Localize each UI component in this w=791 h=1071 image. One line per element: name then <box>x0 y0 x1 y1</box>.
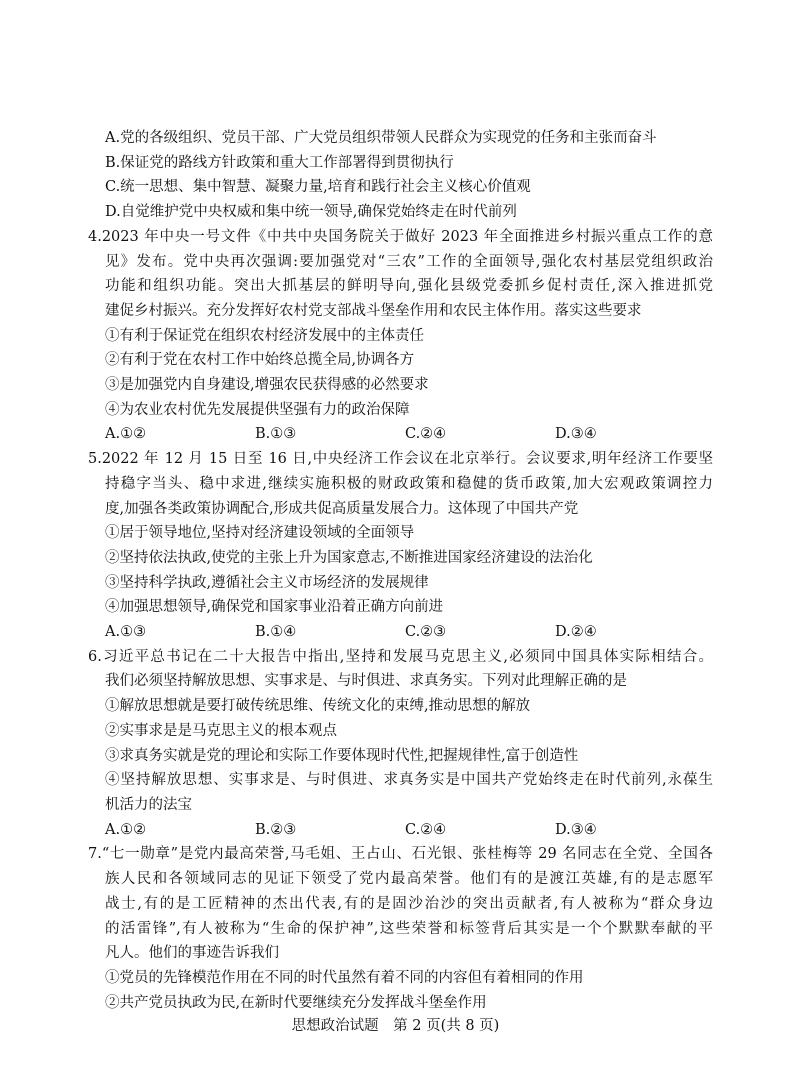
q3-options <box>88 126 713 225</box>
q5-item-3: ③坚持科学执政,遵循社会主义市场经济的发展规律 <box>105 574 429 591</box>
q4-choices <box>88 422 713 447</box>
q4-choice-d: D.③④ <box>555 426 597 443</box>
q6-stem-line: 我们必须坚持解放思想、实事求是、与时俱进、求真务实。下列对此理解正确的是 <box>105 673 627 690</box>
q6-item-2: ②实事求是是马克思主义的根本观点 <box>105 722 337 739</box>
q4-stem-line: 功能和组织功能。突出大抓基层的鲜明导向,强化县级党委抓乡促村责任,深入推进抓党 <box>105 278 713 295</box>
q3-option-d: D.自觉维护党中央权威和集中统一领导,确保党始终走在时代前列 <box>105 204 517 221</box>
q5-item-4: ④加强思想领导,确保党和国家事业沿着正确方向前进 <box>105 599 444 616</box>
q7-stem-line: 族人民和各领域同志的见证下领受了党内最高荣誉。他们有的是渡江英雄,有的是志愿军 <box>105 871 713 888</box>
q6-choice-a: A.①② <box>105 821 147 838</box>
q5-choice-b: B.①④ <box>255 624 297 641</box>
q5-item-1: ①居于领导地位,坚持对经济建设领域的全面领导 <box>105 525 415 542</box>
q4-stem-line: 4.2023 年中央一号文件《中共中央国务院关于做好 2023 年全面推进乡村振兴重点工作的意 <box>88 228 713 245</box>
q6-choice-d: D.③④ <box>555 821 597 838</box>
page-content <box>88 126 713 1015</box>
question-4 <box>88 225 713 447</box>
question-7 <box>88 842 713 1015</box>
q7-stem-line: 7.“七一勋章”是党内最高荣誉,马毛姐、王占山、石光银、张桂梅等 29 名同志在全党、全国各 <box>88 846 713 863</box>
question-6 <box>88 645 713 843</box>
q3-option-b: B.保证党的路线方针政策和重大工作部署得到贯彻执行 <box>105 154 454 171</box>
q5-stem-line: 度,加强各类政策协调配合,形成共促高质量发展合力。这体现了中国共产党 <box>105 500 579 517</box>
question-5 <box>88 447 713 645</box>
q4-stem-line: 建促乡村振兴。充分发挥好农村党支部战斗堡垒作用和农民主体作用。落实这些要求 <box>105 302 642 319</box>
q7-stem-line: 凡人。他们的事迹告诉我们 <box>105 945 279 962</box>
q5-choices <box>88 620 713 645</box>
q4-choice-b: B.①③ <box>255 426 297 443</box>
q4-stem-line: 见》发布。党中央再次强调:要加强党对“三农”工作的全面领导,强化农村基层党组织政治 <box>105 253 713 270</box>
q5-stem-line: 5.2022 年 12 月 15 日至 16 日,中央经济工作会议在北京举行。会议要求,明年经济工作要坚 <box>88 451 713 468</box>
q6-choice-c: C.②④ <box>405 821 447 838</box>
q6-choice-b: B.②③ <box>255 821 297 838</box>
q6-choices <box>88 818 713 843</box>
q3-option-a: A.党的各级组织、党员干部、广大党员组织带领人民群众为实现党的任务和主张而奋斗 <box>105 130 657 146</box>
q6-item-3: ③求真务实就是党的理论和实际工作要体现时代性,把握规律性,富于创造性 <box>105 747 579 764</box>
page-footer: 思想政治试题 第 2 页(共 8 页) <box>291 1018 500 1034</box>
q5-choice-a: A.①③ <box>105 624 147 641</box>
q3-option-c: C.统一思想、集中智慧、凝聚力量,培育和践行社会主义核心价值观 <box>105 179 531 196</box>
q6-item-4-cont: 机活力的法宝 <box>105 796 192 813</box>
q5-stem-line: 持稳字当头、稳中求进,继续实施积极的财政政策和稳健的货币政策,加大宏观政策调控力 <box>105 475 713 492</box>
q6-stem-line: 6.习近平总书记在二十大报告中指出,坚持和发展马克思主义,必须同中国具体实际相结合。 <box>88 648 713 665</box>
q7-item-1: ①党员的先锋模范作用在不同的时代虽然有着不同的内容但有着相同的作用 <box>105 969 584 986</box>
q7-stem-line: 战士,有的是工匠精神的杰出代表,有的是固沙治沙的突出贡献者,有人被称为“群众身边 <box>105 895 713 912</box>
q4-item-3: ③是加强党内自身建设,增强农民获得感的必然要求 <box>105 377 429 394</box>
q4-item-1: ①有利于保证党在组织农村经济发展中的主体责任 <box>105 327 424 344</box>
q7-item-2: ②共产党员执政为民,在新时代要继续充分发挥战斗堡垒作用 <box>105 994 487 1011</box>
q4-choice-a: A.①② <box>105 426 147 443</box>
q4-item-4: ④为农业农村优先发展提供坚强有力的政治保障 <box>105 401 410 418</box>
q5-choice-c: C.②③ <box>405 624 447 641</box>
q5-item-2: ②坚持依法执政,使党的主张上升为国家意志,不断推进国家经济建设的法治化 <box>105 549 593 566</box>
q4-choice-c: C.②④ <box>405 426 447 443</box>
q6-item-1: ①解放思想就是要打破传统思维、传统文化的束缚,推动思想的解放 <box>105 698 531 715</box>
q5-choice-d: D.②④ <box>555 624 597 641</box>
q7-stem-line: 的活雷锋”,有人被称为“生命的保护神”,这些荣誉和标签背后其实是一个个默默奉献的平 <box>105 920 713 937</box>
q4-item-2: ②有利于党在农村工作中始终总揽全局,协调各方 <box>105 352 415 369</box>
q6-item-4: ④坚持解放思想、实事求是、与时俱进、求真务实是中国共产党始终走在时代前列,永葆生 <box>105 772 713 789</box>
